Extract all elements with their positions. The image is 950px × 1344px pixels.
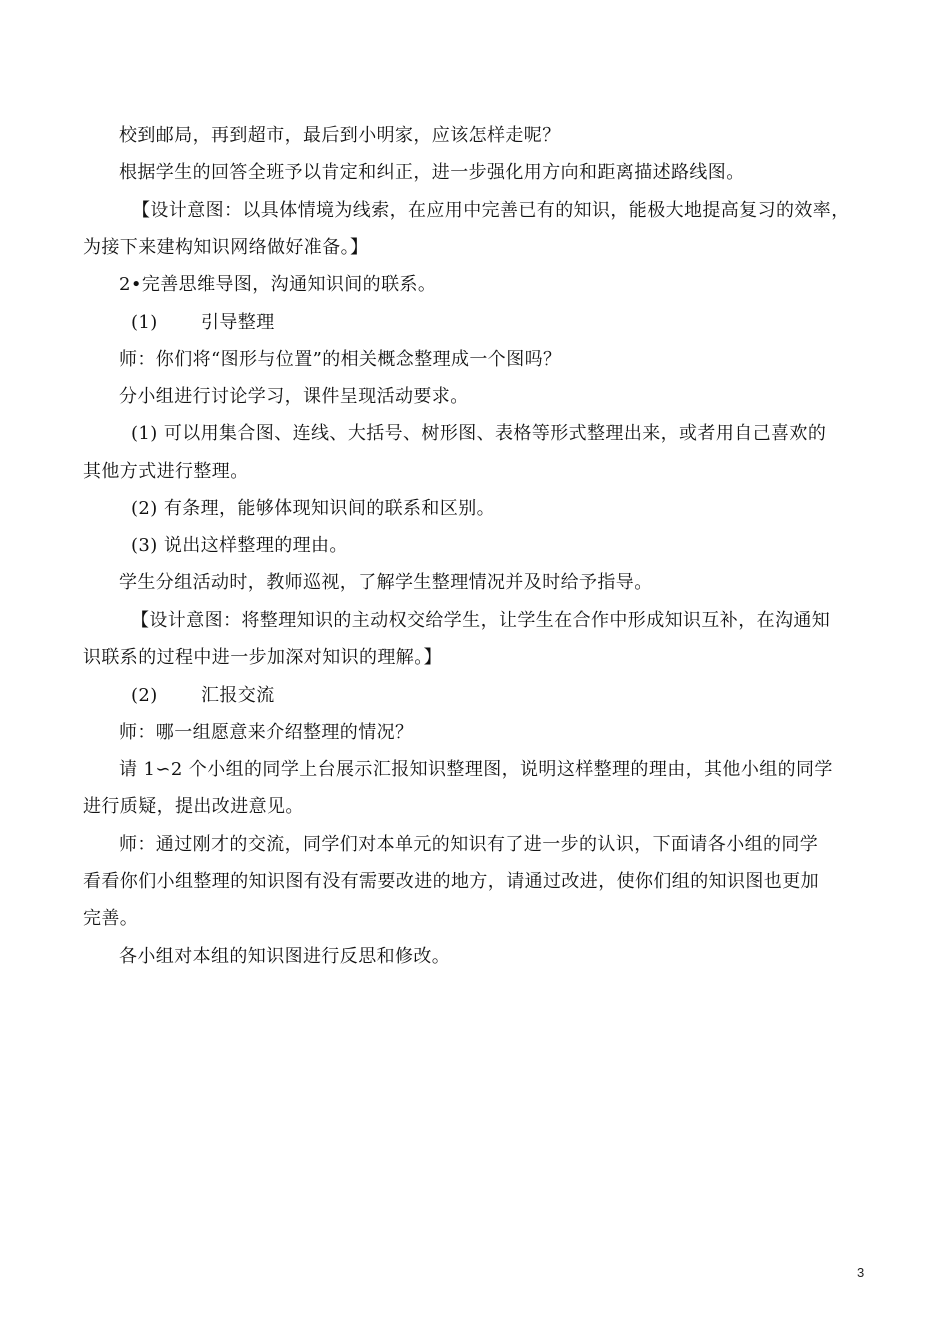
requirement-item-3: (3) 说出这样整理的理由。 <box>131 535 348 556</box>
section-heading: 2•完善思维导图，沟通知识间的联系。 <box>119 274 437 295</box>
paragraph-line: 请 1∽2 个小组的同学上台展示汇报知识整理图，说明这样整理的理由，其他小组的同学 <box>119 759 833 780</box>
paragraph-line: 完善。 <box>83 908 139 929</box>
subheading-number: (1) <box>131 312 158 333</box>
paragraph-line: 各小组对本组的知识图进行反思和修改。 <box>119 946 451 967</box>
design-intent-line: 【设计意图：以具体情境为线索，在应用中完善已有的知识，能极大地提高复习的效率， <box>132 200 850 221</box>
paragraph-line: 看看你们小组整理的知识图有没有需要改进的地方，请通过改进，使你们组的知识图也更加 <box>83 871 819 892</box>
subheading-number: (2) <box>131 685 158 706</box>
design-intent-line: 为接下来建构知识网络做好准备。】 <box>83 237 369 258</box>
design-intent-line: 识联系的过程中进一步加深对知识的理解。】 <box>83 647 442 668</box>
subheading-report <box>131 684 275 708</box>
design-intent-line: 【设计意图：将整理知识的主动权交给学生，让学生在合作中形成知识互补，在沟通知 <box>131 610 831 631</box>
paragraph-line: 师：哪一组愿意来介绍整理的情况？ <box>119 722 414 743</box>
paragraph-line: 师：通过刚才的交流，同学们对本单元的知识有了进一步的认识，下面请各小组的同学 <box>119 834 819 855</box>
paragraph-line: 校到邮局，再到超市，最后到小明家，应该怎样走呢？ <box>119 125 561 146</box>
paragraph-line: 分小组进行讨论学习，课件呈现活动要求。 <box>119 386 469 407</box>
page-number: 3 <box>857 1265 865 1280</box>
paragraph-line: 学生分组活动时，教师巡视，了解学生整理情况并及时给予指导。 <box>119 572 653 593</box>
requirement-item-1-cont: 其他方式进行整理。 <box>83 461 249 482</box>
paragraph-line: 根据学生的回答全班予以肯定和纠正，进一步强化用方向和距离描述路线图。 <box>119 162 745 183</box>
subheading-text: 引导整理 <box>201 312 275 333</box>
subheading-text: 汇报交流 <box>201 685 275 706</box>
paragraph-line: 师：你们将“图形与位置”的相关概念整理成一个图吗？ <box>119 349 562 370</box>
requirement-item-1: (1) 可以用集合图、连线、大括号、树形图、表格等形式整理出来，或者用自己喜欢的 <box>131 423 827 444</box>
subheading-guide <box>131 311 275 335</box>
requirement-item-2: (2) 有条理，能够体现知识间的联系和区别。 <box>131 498 496 519</box>
paragraph-line: 进行质疑，提出改进意见。 <box>83 796 304 817</box>
